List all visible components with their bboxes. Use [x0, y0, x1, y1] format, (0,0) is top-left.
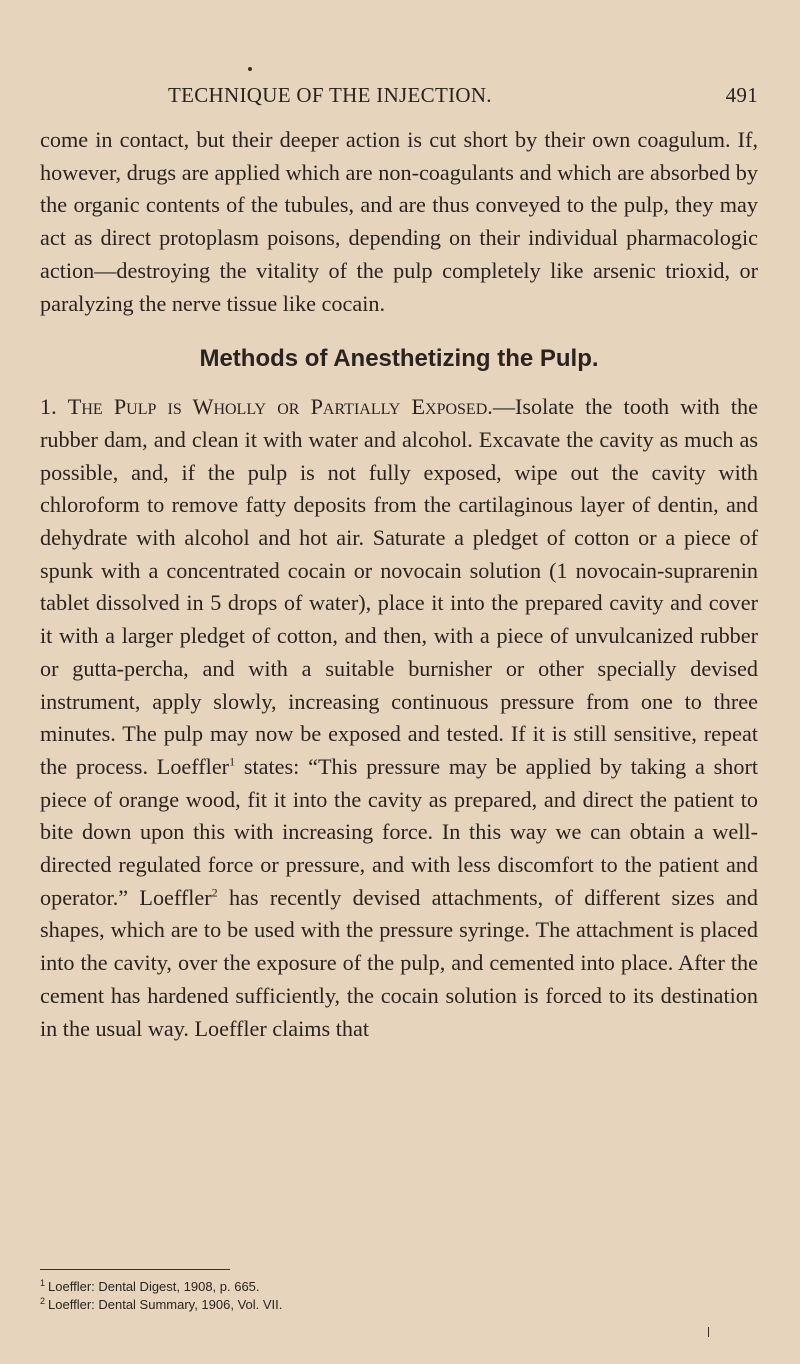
- footnote-text: Loeffler: Dental Summary, 1906, Vol. VII.: [48, 1297, 283, 1312]
- page-body: [40, 124, 758, 1045]
- footnote-ref-1: 1: [229, 754, 236, 769]
- footnote-ref-2: 2: [211, 885, 218, 900]
- footnotes: [40, 1278, 758, 1314]
- footnote-rule: [40, 1269, 230, 1270]
- page-number: 491: [725, 83, 758, 107]
- footnote-text: Loeffler: Dental Digest, 1908, p. 665.: [48, 1279, 260, 1294]
- item-number: 1.: [40, 394, 57, 420]
- paragraph-2-text-b: states: “This pressure may be applied by taking a short piece of orange wood, fit it into the cavity as prepared, and direct the patient to bite down upon this with increasing force. In this way we can obtain a well-directed regulated force or pressure, and with less discomfort to the patient and operator.” Loeffler: [40, 753, 759, 910]
- footnote-mark: 2: [40, 1295, 46, 1306]
- paragraph-2-text-a: —Isolate the tooth with the rubber dam, and clean it with water and alcohol. Excavate the cavity as much as possible, and, if the pulp is not fully exposed, wipe out the cavity with chloroform to remove fatty deposits from the cartilaginous layer of dentin, and dehydrate with alcohol and hot air. Saturate a pledget of cotton or a piece of spunk with a concentrated cocain or novocain solution (1 novocain-suprarenin tablet dissolved in 5 drops of water), place it into the prepared cavity and cover it with a larger pledget of cotton, and then, with a piece of unvulcanized rubber or gutta-percha, and with a suitable burnisher or other specially devised instrument, apply slowly, increasing continuous pressure from one to three minutes. The pulp may now be exposed and tested. If it is still sensitive, repeat the process. Loeffler: [40, 394, 758, 779]
- running-head: [40, 83, 758, 109]
- footnote: [40, 1296, 758, 1314]
- book-page: [40, 0, 758, 1364]
- footnote-mark: 1: [40, 1277, 46, 1288]
- paragraph-1: come in contact, but their deeper action is cut short by their own coagulum. If, however, drugs are applied which are non-coagulants and which are absorbed by the organic contents of the tubules, and are thus conveyed to the pulp, they may act as direct protoplasm poisons, depending on their individual pharmacologic action—destroying the vitality of the pulp completely like arsenic trioxid, or paralyzing the nerve tissue like cocain.: [40, 127, 758, 316]
- print-mark: [708, 1327, 709, 1337]
- item-lead: The Pulp is Wholly or Partially Exposed.: [67, 394, 493, 420]
- footnote: [40, 1278, 758, 1296]
- print-speck: [248, 67, 252, 71]
- section-heading: Methods of Anesthetizing the Pulp.: [199, 345, 599, 373]
- running-head-title: TECHNIQUE OF THE INJECTION.: [168, 83, 492, 107]
- paragraph-2: [40, 391, 758, 1045]
- paragraph-2-text-c: has recently devised attachments, of different sizes and shapes, which are to be used with the pressure syringe. The attachment is placed into the cavity, over the exposure of the pulp, and cemented into place. After the cement has hardened sufficiently, the cocain solution is forced to its destination in the usual way. Loeffler claims that: [40, 884, 758, 1041]
